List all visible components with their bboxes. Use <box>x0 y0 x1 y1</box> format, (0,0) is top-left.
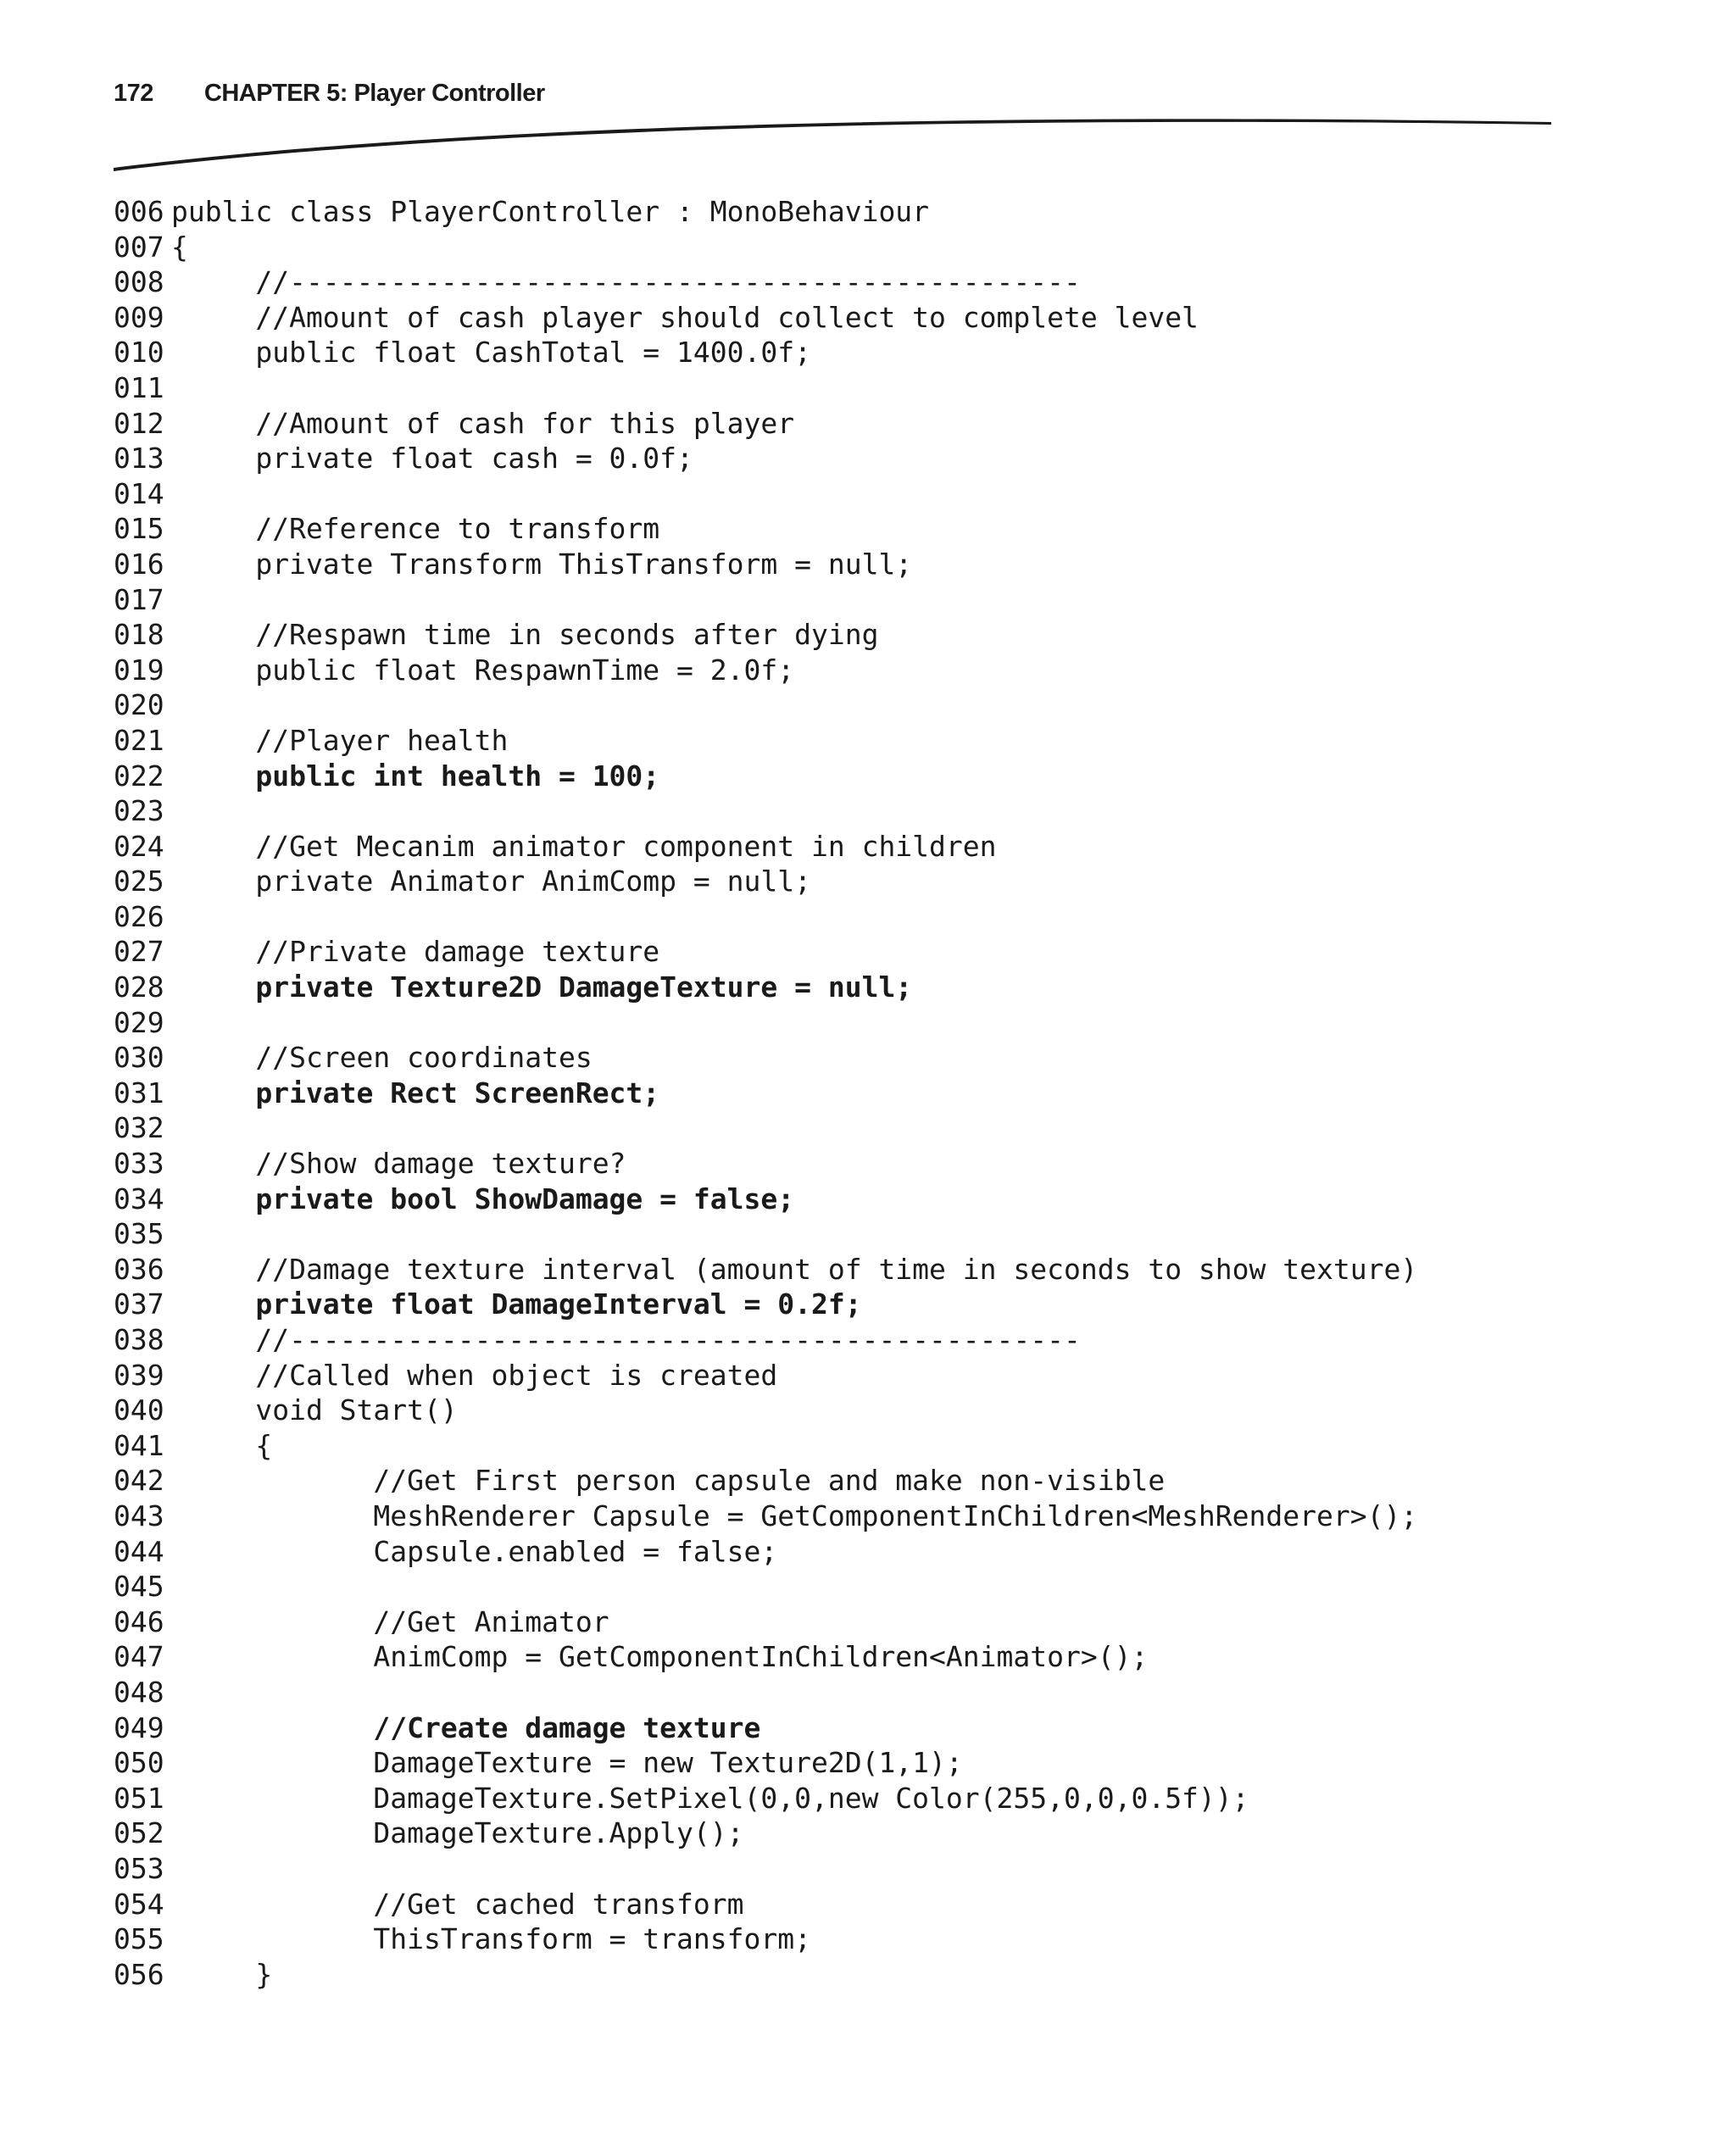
line-code: //Create damage texture <box>171 1710 761 1744</box>
code-line <box>114 264 1417 300</box>
line-number: 039 <box>114 1358 164 1392</box>
line-code: { <box>171 1428 273 1462</box>
line-code: //Amount of cash for this player <box>171 406 795 440</box>
line-number: 052 <box>114 1816 164 1850</box>
page-number: 172 <box>114 80 153 107</box>
line-code: private float cash = 0.0f; <box>171 442 693 475</box>
line-number: 033 <box>114 1147 164 1181</box>
code-line <box>114 759 1417 794</box>
line-number: 026 <box>114 899 164 933</box>
line-number: 031 <box>114 1076 164 1109</box>
line-code: public class PlayerController : MonoBehaviour <box>171 195 930 228</box>
line-number: 028 <box>114 970 164 1004</box>
line-number: 041 <box>114 1428 164 1462</box>
line-code: //Private damage texture <box>171 935 660 969</box>
line-number: 049 <box>114 1710 164 1744</box>
line-number: 042 <box>114 1464 164 1498</box>
code-line <box>114 1076 1417 1111</box>
code-line <box>114 1216 1417 1252</box>
line-number: 038 <box>114 1323 164 1356</box>
line-code: MeshRenderer Capsule = GetComponentInChildren<MeshRenderer>(); <box>171 1499 1418 1532</box>
code-line <box>114 687 1417 723</box>
code-line <box>114 1428 1417 1464</box>
code-line <box>114 1499 1417 1534</box>
code-line <box>114 829 1417 865</box>
line-code: //Respawn time in seconds after dying <box>171 618 879 652</box>
line-code: ThisTransform = transform; <box>171 1922 811 1956</box>
code-line <box>114 300 1417 336</box>
line-number: 023 <box>114 794 164 828</box>
line-code: //Get Animator <box>171 1604 609 1638</box>
line-number: 020 <box>114 688 164 722</box>
line-code: //Get Mecanim animator component in children <box>171 829 997 863</box>
code-line <box>114 1463 1417 1499</box>
line-number: 036 <box>114 1252 164 1286</box>
line-number: 032 <box>114 1111 164 1145</box>
line-number: 047 <box>114 1640 164 1674</box>
line-code: private Rect ScreenRect; <box>171 1076 660 1109</box>
line-code: //Amount of cash player should collect to complete level <box>171 300 1199 334</box>
line-number: 034 <box>114 1182 164 1215</box>
code-line <box>114 1534 1417 1570</box>
code-line <box>114 934 1417 970</box>
line-code: //Get First person capsule and make non-visible <box>171 1464 1166 1498</box>
line-number: 029 <box>114 1005 164 1039</box>
line-number: 017 <box>114 582 164 616</box>
code-line <box>114 1252 1417 1287</box>
code-line <box>114 1604 1417 1640</box>
line-number: 007 <box>114 230 164 264</box>
line-code: //----------------------------------------------- <box>171 1323 1081 1356</box>
code-line <box>114 1358 1417 1393</box>
line-number: 048 <box>114 1675 164 1709</box>
line-number: 025 <box>114 865 164 898</box>
line-code: //Player health <box>171 723 509 757</box>
line-number: 009 <box>114 300 164 334</box>
code-line <box>114 1745 1417 1781</box>
code-line <box>114 1287 1417 1322</box>
code-line <box>114 864 1417 899</box>
line-number: 016 <box>114 547 164 581</box>
code-line <box>114 476 1417 512</box>
line-number: 014 <box>114 476 164 510</box>
line-code: private float DamageInterval = 0.2f; <box>171 1287 862 1321</box>
code-line <box>114 723 1417 759</box>
code-line <box>114 194 1417 230</box>
chapter-title: CHAPTER 5: Player Controller <box>203 80 545 107</box>
line-code: Capsule.enabled = false; <box>171 1534 778 1568</box>
line-code: DamageTexture = new Texture2D(1,1); <box>171 1746 963 1780</box>
code-line <box>114 335 1417 370</box>
code-listing <box>114 194 1417 1992</box>
line-code: //Show damage texture? <box>171 1147 626 1181</box>
line-number: 051 <box>114 1781 164 1815</box>
line-number: 037 <box>114 1287 164 1321</box>
code-line <box>114 1816 1417 1851</box>
line-code: public float CashTotal = 1400.0f; <box>171 336 811 370</box>
code-line <box>114 1887 1417 1922</box>
line-code: public float RespawnTime = 2.0f; <box>171 653 795 687</box>
line-code: void Start() <box>171 1393 458 1427</box>
code-line <box>114 899 1417 935</box>
code-line <box>114 511 1417 547</box>
code-line <box>114 793 1417 829</box>
code-line <box>114 1921 1417 1957</box>
line-code: AnimComp = GetComponentInChildren<Animator>(); <box>171 1640 1149 1674</box>
code-line <box>114 370 1417 406</box>
code-line <box>114 1005 1417 1041</box>
line-number: 054 <box>114 1887 164 1921</box>
code-line <box>114 406 1417 442</box>
code-line <box>114 1639 1417 1675</box>
code-line <box>114 582 1417 618</box>
header-swoosh-rule <box>0 0 1736 220</box>
code-line <box>114 1110 1417 1146</box>
code-line <box>114 617 1417 653</box>
code-line <box>114 547 1417 582</box>
code-line <box>114 1569 1417 1604</box>
line-number: 008 <box>114 265 164 299</box>
line-code: //Screen coordinates <box>171 1041 593 1075</box>
code-line <box>114 653 1417 688</box>
line-code: private Texture2D DamageTexture = null; <box>171 970 913 1004</box>
line-code: //Reference to transform <box>171 512 660 546</box>
line-code: //Damage texture interval (amount of time in seconds to show texture) <box>171 1252 1418 1286</box>
line-number: 035 <box>114 1217 164 1251</box>
code-line <box>114 1040 1417 1076</box>
line-number: 018 <box>114 618 164 652</box>
line-number: 013 <box>114 442 164 475</box>
line-code: { <box>171 230 188 264</box>
code-line <box>114 1851 1417 1887</box>
line-number: 022 <box>114 759 164 792</box>
line-number: 046 <box>114 1604 164 1638</box>
line-code: //----------------------------------------------- <box>171 265 1081 299</box>
line-number: 006 <box>114 195 164 228</box>
code-line <box>114 970 1417 1005</box>
line-number: 024 <box>114 829 164 863</box>
line-code: private Animator AnimComp = null; <box>171 865 811 898</box>
code-line <box>114 230 1417 265</box>
line-number: 050 <box>114 1746 164 1780</box>
line-number: 055 <box>114 1922 164 1956</box>
line-number: 012 <box>114 406 164 440</box>
line-number: 021 <box>114 723 164 757</box>
line-number: 056 <box>114 1957 164 1991</box>
line-code: } <box>171 1957 273 1991</box>
line-code: //Get cached transform <box>171 1887 744 1921</box>
line-code: //Called when object is created <box>171 1358 778 1392</box>
line-code: public int health = 100; <box>171 759 660 792</box>
line-code: private Transform ThisTransform = null; <box>171 547 913 581</box>
line-number: 010 <box>114 336 164 370</box>
line-number: 015 <box>114 512 164 546</box>
line-code: DamageTexture.Apply(); <box>171 1816 744 1850</box>
line-number: 019 <box>114 653 164 687</box>
code-line <box>114 1182 1417 1217</box>
line-code: DamageTexture.SetPixel(0,0,new Color(255,0,0,0.5f)); <box>171 1781 1249 1815</box>
line-number: 030 <box>114 1041 164 1075</box>
line-number: 053 <box>114 1851 164 1885</box>
line-number: 027 <box>114 935 164 969</box>
code-line <box>114 441 1417 476</box>
line-code: private bool ShowDamage = false; <box>171 1182 795 1215</box>
line-number: 044 <box>114 1534 164 1568</box>
line-number: 040 <box>114 1393 164 1427</box>
line-number: 043 <box>114 1499 164 1532</box>
code-line <box>114 1146 1417 1182</box>
code-line <box>114 1393 1417 1428</box>
line-number: 045 <box>114 1570 164 1604</box>
code-line <box>114 1957 1417 1993</box>
code-line <box>114 1675 1417 1710</box>
code-line <box>114 1781 1417 1816</box>
code-line <box>114 1710 1417 1746</box>
line-number: 011 <box>114 370 164 404</box>
code-line <box>114 1322 1417 1358</box>
